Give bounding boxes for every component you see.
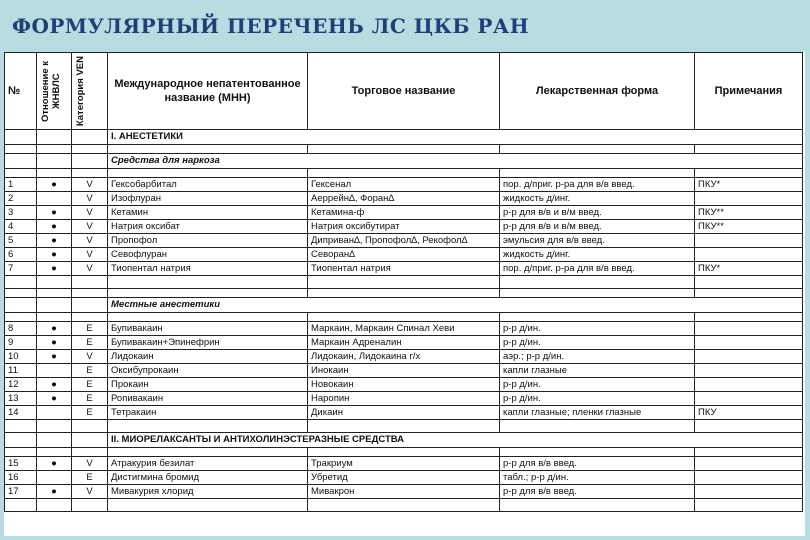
trade-name: Мивакрон <box>308 485 500 499</box>
empty-cell <box>108 145 308 154</box>
table-row <box>5 471 803 485</box>
col-header-relation <box>37 53 72 130</box>
note <box>695 192 803 206</box>
vital-marker <box>37 364 72 378</box>
mnn-name: Бупивакаин <box>108 322 308 336</box>
empty-cell <box>308 420 500 433</box>
empty-cell <box>72 420 108 433</box>
dosage-form: р-р для в/в введ. <box>500 457 695 471</box>
mnn-name: Лидокаин <box>108 350 308 364</box>
vital-marker: ● <box>37 457 72 471</box>
empty-cell <box>37 130 72 145</box>
mnn-name: Оксибупрокаин <box>108 364 308 378</box>
row-number: 9 <box>5 336 37 350</box>
vital-marker <box>37 471 72 485</box>
empty-cell <box>5 433 37 448</box>
empty-cell <box>500 448 695 457</box>
mnn-name: Бупивакаин+Эпинефрин <box>108 336 308 350</box>
empty-cell <box>5 448 37 457</box>
empty-cell <box>308 448 500 457</box>
empty-cell <box>37 420 72 433</box>
note: ПКУ** <box>695 220 803 234</box>
col-header-trade: Торговое название <box>308 53 500 130</box>
spacer-row <box>5 499 803 512</box>
mnn-name: Гексобарбитал <box>108 178 308 192</box>
ven-category: V <box>72 485 108 499</box>
empty-cell <box>500 169 695 178</box>
note <box>695 378 803 392</box>
row-number: 4 <box>5 220 37 234</box>
mnn-name: Мивакурия хлорид <box>108 485 308 499</box>
empty-cell <box>308 169 500 178</box>
row-number: 12 <box>5 378 37 392</box>
note <box>695 336 803 350</box>
row-number: 10 <box>5 350 37 364</box>
table-row <box>5 392 803 406</box>
ven-category: E <box>72 336 108 350</box>
empty-cell <box>695 420 803 433</box>
vital-marker: ● <box>37 262 72 276</box>
empty-cell <box>500 420 695 433</box>
col-header-mnn: Международное непатентованное название (МНН) <box>108 53 308 130</box>
table-row <box>5 248 803 262</box>
empty-cell <box>37 145 72 154</box>
empty-cell <box>72 298 108 313</box>
dosage-form: р-р для в/в и в/м введ. <box>500 206 695 220</box>
empty-cell <box>108 499 308 512</box>
row-number: 1 <box>5 178 37 192</box>
spacer-row <box>5 289 803 298</box>
table-row <box>5 262 803 276</box>
table-row <box>5 485 803 499</box>
vital-marker: ● <box>37 206 72 220</box>
mnn-name: Атракурия безилат <box>108 457 308 471</box>
empty-cell <box>5 276 37 289</box>
mnn-name: Тетракаин <box>108 406 308 420</box>
empty-cell <box>308 289 500 298</box>
empty-cell <box>72 313 108 322</box>
table-row <box>5 350 803 364</box>
mnn-name: Прокаин <box>108 378 308 392</box>
note <box>695 471 803 485</box>
note: ПКУ* <box>695 178 803 192</box>
trade-name: Маркаин Адреналин <box>308 336 500 350</box>
row-number: 3 <box>5 206 37 220</box>
empty-cell <box>5 145 37 154</box>
ven-category: V <box>72 178 108 192</box>
note <box>695 392 803 406</box>
vital-marker: ● <box>37 178 72 192</box>
empty-cell <box>500 289 695 298</box>
note: ПКУ <box>695 406 803 420</box>
empty-cell <box>500 313 695 322</box>
empty-cell <box>108 289 308 298</box>
trade-name: Кетамина-ф <box>308 206 500 220</box>
dosage-form: эмульсия для в/в введ. <box>500 234 695 248</box>
empty-cell <box>500 276 695 289</box>
spacer-row <box>5 313 803 322</box>
dosage-form: р-р д/ин. <box>500 322 695 336</box>
empty-cell <box>72 130 108 145</box>
dosage-form: пор. д/приг. р-ра для в/в введ. <box>500 262 695 276</box>
note <box>695 234 803 248</box>
ven-category: E <box>72 322 108 336</box>
section-heading-label: II. МИОРЕЛАКСАНТЫ И АНТИХОЛИНЭСТЕРАЗНЫЕ СРЕДСТВА <box>108 433 803 448</box>
trade-name: Севоран∆ <box>308 248 500 262</box>
ven-category: E <box>72 406 108 420</box>
table-row <box>5 192 803 206</box>
table-row <box>5 234 803 248</box>
dosage-form: р-р д/ин. <box>500 336 695 350</box>
note: ПКУ** <box>695 206 803 220</box>
ven-category: V <box>72 350 108 364</box>
vital-marker: ● <box>37 485 72 499</box>
dosage-form: р-р для в/в введ. <box>500 485 695 499</box>
empty-cell <box>72 154 108 169</box>
dosage-form: аэр.; р-р д/ин. <box>500 350 695 364</box>
empty-cell <box>695 145 803 154</box>
trade-name: Аеррейн∆, Форан∆ <box>308 192 500 206</box>
row-number: 5 <box>5 234 37 248</box>
row-number: 13 <box>5 392 37 406</box>
row-number: 8 <box>5 322 37 336</box>
row-number: 14 <box>5 406 37 420</box>
empty-cell <box>37 433 72 448</box>
empty-cell <box>500 499 695 512</box>
empty-cell <box>308 313 500 322</box>
empty-cell <box>37 313 72 322</box>
empty-cell <box>108 313 308 322</box>
table-row <box>5 178 803 192</box>
table-row <box>5 336 803 350</box>
vital-marker: ● <box>37 378 72 392</box>
note <box>695 485 803 499</box>
section-heading <box>5 433 803 448</box>
empty-cell <box>108 420 308 433</box>
ven-category: E <box>72 392 108 406</box>
empty-cell <box>695 289 803 298</box>
vital-marker: ● <box>37 392 72 406</box>
trade-name: Наропин <box>308 392 500 406</box>
empty-cell <box>72 169 108 178</box>
empty-cell <box>108 448 308 457</box>
empty-cell <box>5 154 37 169</box>
empty-cell <box>500 145 695 154</box>
table-row <box>5 406 803 420</box>
header-row <box>5 53 803 130</box>
ven-category: V <box>72 220 108 234</box>
empty-cell <box>72 145 108 154</box>
vital-marker: ● <box>37 220 72 234</box>
dosage-form: капли глазные; пленки глазные <box>500 406 695 420</box>
formulary-table <box>4 52 803 512</box>
trade-name: Гексенал <box>308 178 500 192</box>
empty-cell <box>5 130 37 145</box>
empty-cell <box>37 276 72 289</box>
dosage-form: жидкость д/инг. <box>500 248 695 262</box>
empty-cell <box>5 420 37 433</box>
trade-name: Маркаин, Маркаин Спинал Хеви <box>308 322 500 336</box>
mnn-name: Изофлуран <box>108 192 308 206</box>
empty-cell <box>72 448 108 457</box>
trade-name: Натрия оксибутират <box>308 220 500 234</box>
note <box>695 248 803 262</box>
trade-name: Убретид <box>308 471 500 485</box>
mnn-name: Кетамин <box>108 206 308 220</box>
table-body <box>5 130 803 512</box>
empty-cell <box>5 169 37 178</box>
ven-category: V <box>72 262 108 276</box>
subsection-heading-label: Средства для наркоза <box>108 154 803 169</box>
empty-cell <box>5 298 37 313</box>
empty-cell <box>72 276 108 289</box>
ven-category: V <box>72 192 108 206</box>
empty-cell <box>37 154 72 169</box>
ven-category: V <box>72 457 108 471</box>
spacer-row <box>5 276 803 289</box>
page-title: ФОРМУЛЯРНЫЙ ПЕРЕЧЕНЬ ЛС ЦКБ РАН <box>12 14 530 38</box>
empty-cell <box>37 289 72 298</box>
vital-marker <box>37 192 72 206</box>
dosage-form: капли глазные <box>500 364 695 378</box>
empty-cell <box>308 499 500 512</box>
row-number: 17 <box>5 485 37 499</box>
ven-category: V <box>72 206 108 220</box>
spacer-row <box>5 448 803 457</box>
spacer-row <box>5 145 803 154</box>
mnn-name: Тиопентал натрия <box>108 262 308 276</box>
empty-cell <box>5 313 37 322</box>
dosage-form: жидкость д/инг. <box>500 192 695 206</box>
spacer-row <box>5 420 803 433</box>
col-header-form: Лекарственная форма <box>500 53 695 130</box>
empty-cell <box>695 169 803 178</box>
empty-cell <box>72 433 108 448</box>
trade-name: Дикаин <box>308 406 500 420</box>
ven-category: V <box>72 248 108 262</box>
section-heading-label: I. АНЕСТЕТИКИ <box>108 130 803 145</box>
col-header-relation-text: Отношение к ЖНВЛС <box>40 60 62 122</box>
empty-cell <box>5 289 37 298</box>
dosage-form: р-р для в/в и в/м введ. <box>500 220 695 234</box>
col-header-ven <box>72 53 108 130</box>
empty-cell <box>72 499 108 512</box>
vital-marker: ● <box>37 350 72 364</box>
empty-cell <box>37 499 72 512</box>
empty-cell <box>37 298 72 313</box>
col-header-notes: Примечания <box>695 53 803 130</box>
col-header-num: № <box>5 53 37 130</box>
note <box>695 322 803 336</box>
subsection-heading <box>5 154 803 169</box>
formulary-sheet <box>4 52 805 536</box>
vital-marker <box>37 406 72 420</box>
trade-name: Диприван∆, Пропофол∆, Рекофол∆ <box>308 234 500 248</box>
table-row <box>5 457 803 471</box>
ven-category: E <box>72 378 108 392</box>
dosage-form: пор. д/приг. р-ра для в/в введ. <box>500 178 695 192</box>
vital-marker: ● <box>37 248 72 262</box>
note <box>695 350 803 364</box>
subsection-heading-label: Местные анестетики <box>108 298 803 313</box>
trade-name: Тракриум <box>308 457 500 471</box>
col-header-ven-text: Категория VEN <box>75 55 86 127</box>
ven-category: E <box>72 364 108 378</box>
subsection-heading <box>5 298 803 313</box>
table-row <box>5 220 803 234</box>
row-number: 11 <box>5 364 37 378</box>
section-heading <box>5 130 803 145</box>
row-number: 15 <box>5 457 37 471</box>
row-number: 16 <box>5 471 37 485</box>
empty-cell <box>695 448 803 457</box>
note <box>695 364 803 378</box>
vital-marker: ● <box>37 234 72 248</box>
table-row <box>5 206 803 220</box>
ven-category: E <box>72 471 108 485</box>
empty-cell <box>695 499 803 512</box>
empty-cell <box>37 169 72 178</box>
spacer-row <box>5 169 803 178</box>
row-number: 2 <box>5 192 37 206</box>
dosage-form: табл.; р-р д/ин. <box>500 471 695 485</box>
mnn-name: Натрия оксибат <box>108 220 308 234</box>
dosage-form: р-р д/ин. <box>500 378 695 392</box>
mnn-name: Пропофол <box>108 234 308 248</box>
ven-category: V <box>72 234 108 248</box>
row-number: 7 <box>5 262 37 276</box>
trade-name: Инокаин <box>308 364 500 378</box>
empty-cell <box>108 169 308 178</box>
mnn-name: Севофлуран <box>108 248 308 262</box>
empty-cell <box>308 276 500 289</box>
note: ПКУ* <box>695 262 803 276</box>
mnn-name: Дистигмина бромид <box>108 471 308 485</box>
note <box>695 457 803 471</box>
row-number: 6 <box>5 248 37 262</box>
table-row <box>5 322 803 336</box>
vital-marker: ● <box>37 336 72 350</box>
empty-cell <box>5 499 37 512</box>
table-row <box>5 378 803 392</box>
trade-name: Новокаин <box>308 378 500 392</box>
empty-cell <box>695 313 803 322</box>
trade-name: Лидокаин, Лидокаина г/х <box>308 350 500 364</box>
empty-cell <box>72 289 108 298</box>
table-row <box>5 364 803 378</box>
empty-cell <box>695 276 803 289</box>
dosage-form: р-р д/ин. <box>500 392 695 406</box>
mnn-name: Ропивакаин <box>108 392 308 406</box>
empty-cell <box>37 448 72 457</box>
empty-cell <box>308 145 500 154</box>
vital-marker: ● <box>37 322 72 336</box>
empty-cell <box>108 276 308 289</box>
trade-name: Тиопентал натрия <box>308 262 500 276</box>
